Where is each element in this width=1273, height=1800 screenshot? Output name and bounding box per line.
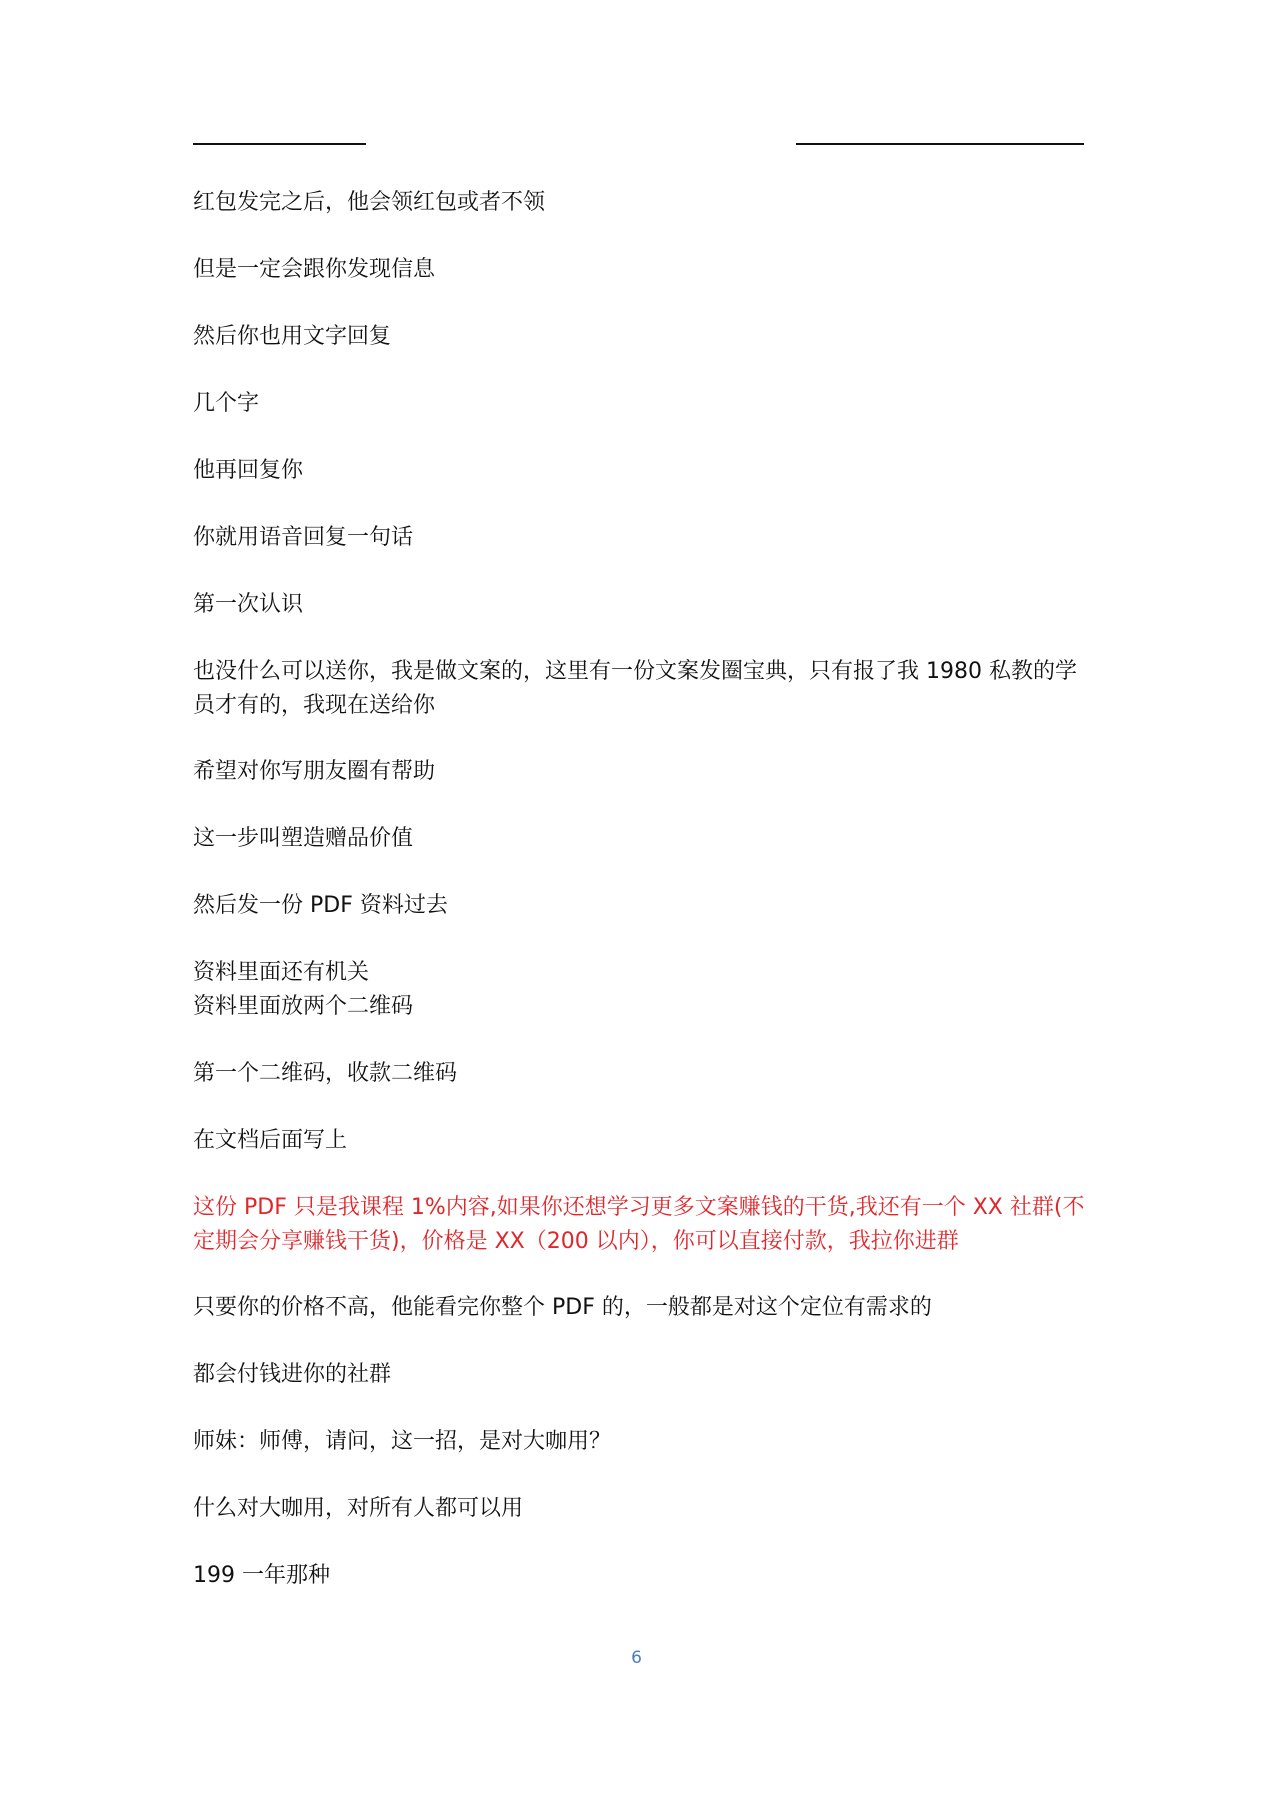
paragraph-3: 然后你也用文字回复 (193, 324, 392, 349)
paragraph-12: 资料里面还有机关 (193, 960, 370, 985)
paragraph-4: 几个字 (193, 391, 260, 416)
paragraph-14: 第一个二维码，收款二维码 (193, 1061, 458, 1086)
paragraph-5: 他再回复你 (193, 458, 304, 483)
paragraph-7: 第一次认识 (193, 592, 304, 617)
paragraph-1: 红包发完之后，他会领红包或者不领 (193, 190, 546, 215)
paragraph-18: 都会付钱进你的社群 (193, 1362, 392, 1387)
paragraph-17: 只要你的价格不高，他能看完你整个 PDF 的，一般都是对这个定位有需求的 (193, 1295, 932, 1320)
paragraph-8: 也没什么可以送你，我是做文案的，这里有一份文案发圈宝典，只有报了我 1980 私教的学员才有的，我现在送给你 (193, 659, 1077, 718)
paragraph-2: 但是一定会跟你发现信息 (193, 257, 436, 282)
paragraph-19: 师妹：师傅，请问，这一招，是对大咖用？ (193, 1429, 612, 1454)
paragraph-9: 希望对你写朋友圈有帮助 (193, 759, 436, 784)
paragraph-13: 资料里面放两个二维码 (193, 994, 414, 1019)
header-rule-right (796, 143, 1084, 145)
paragraph-21: 199 一年那种 (193, 1563, 330, 1588)
paragraph-11: 然后发一份 PDF 资料过去 (193, 893, 448, 918)
page-number: 6 (631, 1648, 642, 1668)
paragraph-20: 什么对大咖用，对所有人都可以用 (193, 1496, 524, 1521)
paragraph-6: 你就用语音回复一句话 (193, 525, 414, 550)
paragraph-10: 这一步叫塑造赠品价值 (193, 826, 414, 851)
paragraph-15: 在文档后面写上 (193, 1128, 348, 1153)
highlighted-paragraph: 这份 PDF 只是我课程 1%内容,如果你还想学习更多文案赚钱的干货,我还有一个 XX 社群(不定期会分享赚钱干货)，价格是 XX（200 以内），你可以直接付款，我拉你进群 (193, 1195, 1085, 1254)
header-rule-left (193, 143, 366, 145)
